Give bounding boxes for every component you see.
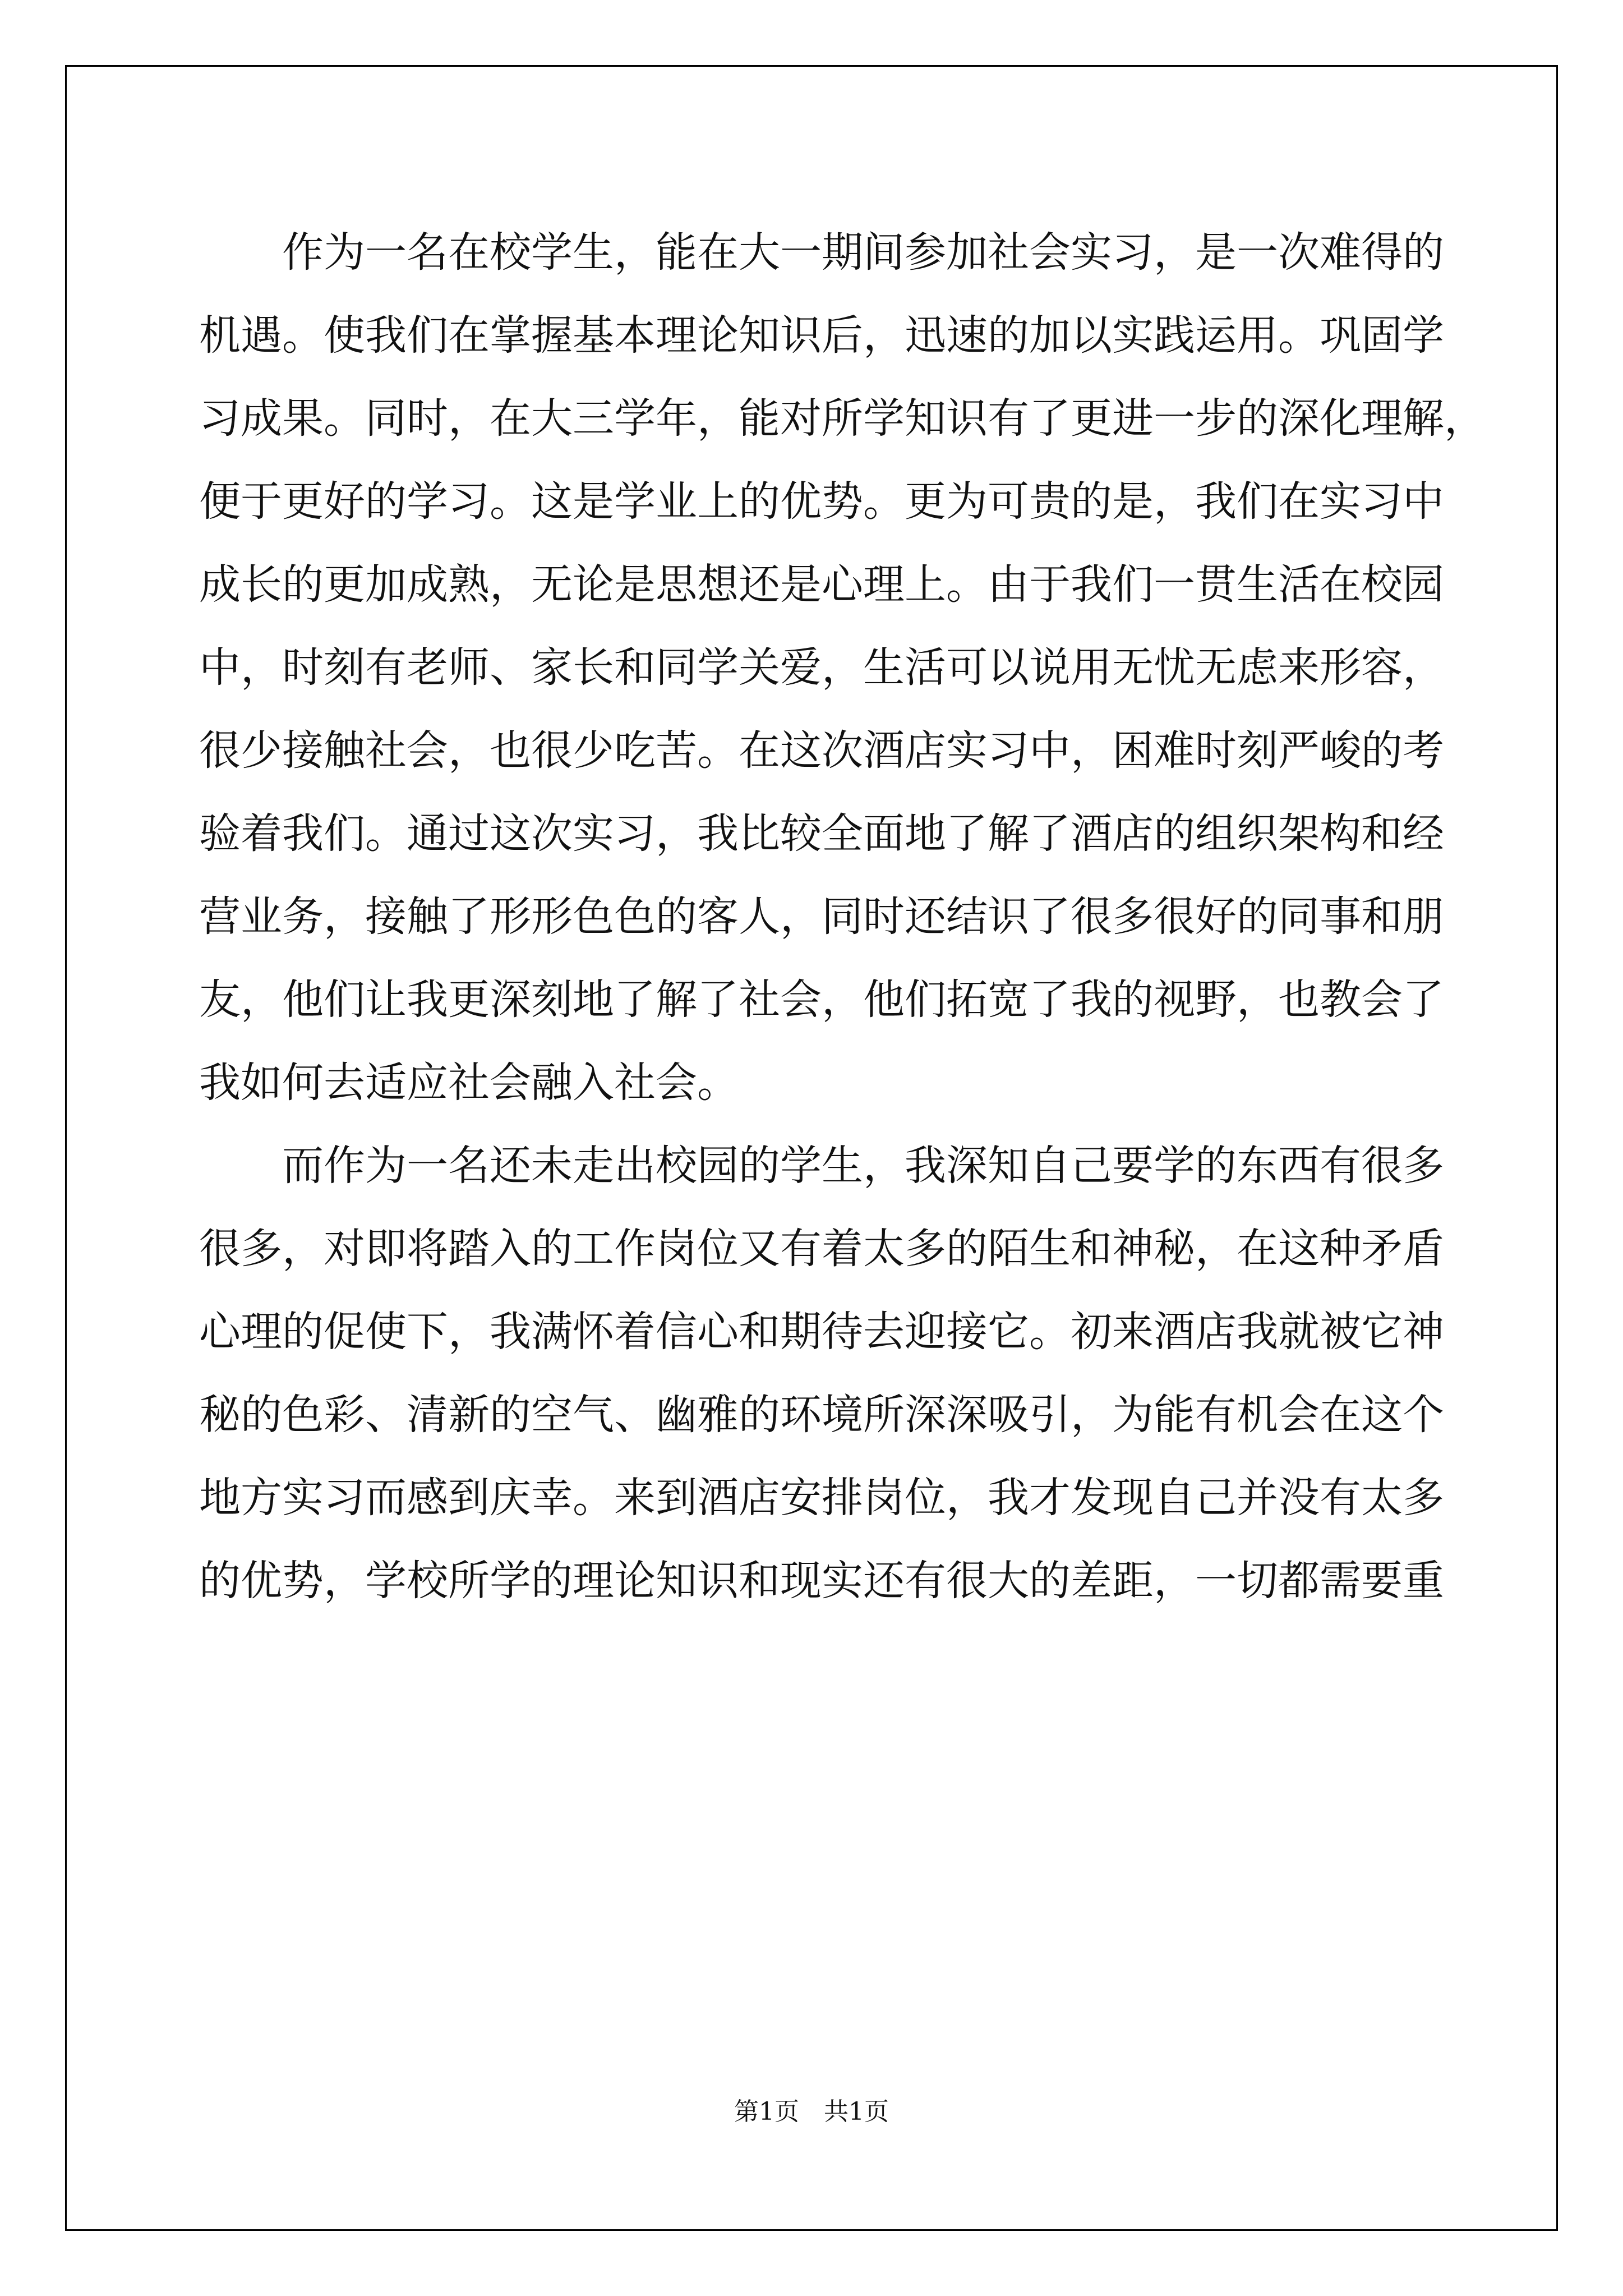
paragraph-1-line-5: 成长的更加成熟，无论是思想还是心理上。由于我们一贯生活在校园: [199, 560, 1444, 609]
paragraph-1-line-2: 机遇。使我们在掌握基本理论知识后，迅速的加以实践运用。巩固学: [199, 311, 1444, 360]
paragraph-2-line-3: 心理的促使下，我满怀着信心和期待去迎接它。初来酒店我就被它神: [199, 1308, 1444, 1356]
page-number-footer: 第1页 共1页: [734, 2097, 889, 2126]
paragraph-2-line-1: 而作为一名还未走出校园的学生，我深知自己要学的东西有很多: [282, 1142, 1444, 1190]
paragraph-1-line-7: 很少接触社会，也很少吃苦。在这次酒店实习中，困难时刻严峻的考: [199, 726, 1444, 775]
paragraph-1-line-4: 便于更好的学习。这是学业上的优势。更为可贵的是，我们在实习中: [199, 477, 1444, 526]
paragraph-2-line-2: 很多，对即将踏入的工作岗位又有着太多的陌生和神秘，在这种矛盾: [199, 1225, 1444, 1273]
paragraph-1-line-10: 友，他们让我更深刻地了解了社会，他们拓宽了我的视野，也教会了: [199, 976, 1444, 1024]
paragraph-1-line-6: 中，时刻有老师、家长和同学关爱，生活可以说用无忧无虑来形容，: [199, 643, 1444, 692]
paragraph-1-line-11: 我如何去适应社会融入社会。: [199, 1059, 739, 1107]
paragraph-1-line-8: 验着我们。通过这次实习，我比较全面地了解了酒店的组织架构和经: [199, 809, 1444, 858]
paragraph-2-line-6: 的优势，学校所学的理论知识和现实还有很大的差距，一切都需要重: [199, 1557, 1444, 1605]
paragraph-1-line-9: 营业务，接触了形形色色的客人，同时还结识了很多很好的同事和朋: [199, 892, 1444, 941]
paragraph-2-line-4: 秘的色彩、清新的空气、幽雅的环境所深深吸引，为能有机会在这个: [199, 1391, 1444, 1439]
paragraph-1-line-3: 习成果。同时，在大三学年，能对所学知识有了更进一步的深化理解，: [199, 394, 1486, 443]
paragraph-2-line-5: 地方实习而感到庆幸。来到酒店安排岗位，我才发现自己并没有太多: [199, 1474, 1444, 1522]
paragraph-1-line-1: 作为一名在校学生，能在大一期间参加社会实习，是一次难得的: [282, 228, 1444, 277]
